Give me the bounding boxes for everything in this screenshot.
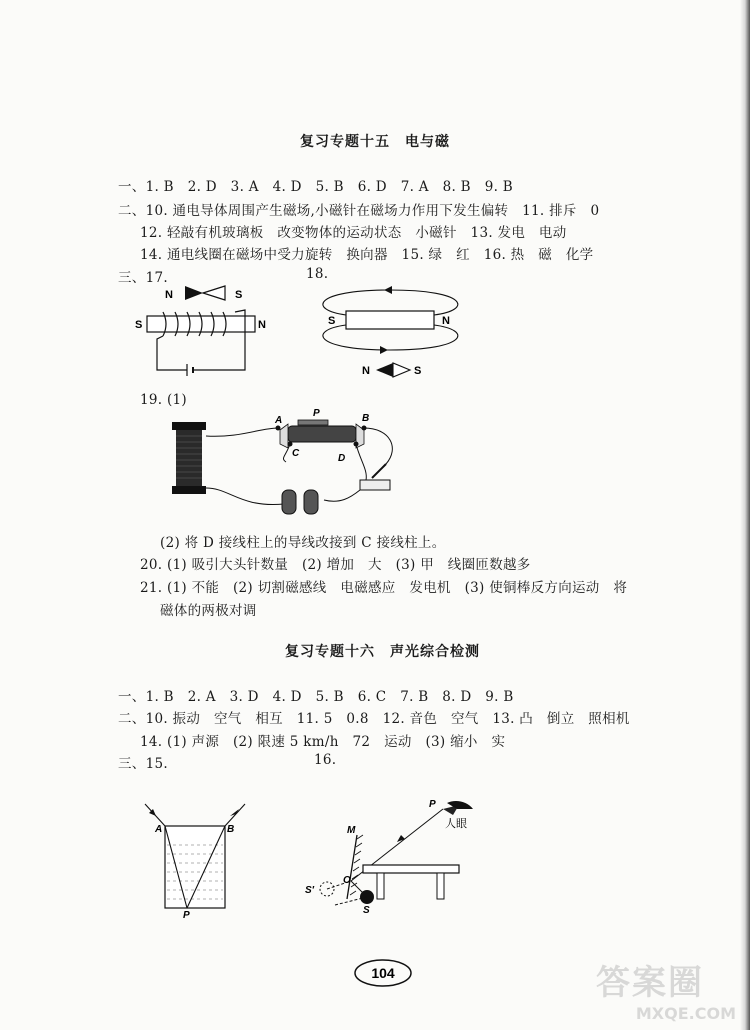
answer-line: 磁体的两极对调 xyxy=(160,603,257,619)
page-edge xyxy=(740,0,750,1030)
answer-line: 21. (1) 不能 (2) 切割磁感线 电磁感应 发电机 (3) 使铜棒反方向运动 将 xyxy=(140,580,628,596)
fig16-point-s-prime: S′ xyxy=(305,885,315,896)
fig19-terminal-b: B xyxy=(362,413,370,424)
answer-line: 三、17. xyxy=(118,270,168,286)
answer-line: 16. xyxy=(314,752,337,768)
answer-line: 19. (1) xyxy=(140,392,187,408)
figure-19-circuit xyxy=(160,408,400,523)
fig18-magnet-s: S xyxy=(328,315,336,327)
answer-line: 14. (1) 声源 (2) 限速 5 km/h 72 运动 (3) 缩小 实 xyxy=(140,734,506,750)
watermark-url: MXQE.COM xyxy=(635,1004,736,1023)
fig19-terminal-d: D xyxy=(338,453,346,464)
answer-line: 12. 轻敲有机玻璃板 改变物体的运动状态 小磁针 13. 发电 电动 xyxy=(140,225,567,241)
fig17-core-n: N xyxy=(258,319,266,331)
fig17-needle-n: N xyxy=(165,289,173,301)
page-number-badge xyxy=(353,958,413,988)
answer-line: 20. (1) 吸引大头针数量 (2) 增加 大 (3) 甲 线圈匝数越多 xyxy=(140,557,531,573)
figure-18-bar-magnet-field xyxy=(318,290,478,390)
fig19-terminal-c: C xyxy=(292,448,300,459)
fig18-needle-s: S xyxy=(414,365,422,377)
fig15-point-b: B xyxy=(227,824,235,835)
answer-line: 一、1. B 2. D 3. A 4. D 5. B 6. D 7. A 8. B 9. B xyxy=(118,179,513,195)
section-16-title: 复习专题十六 声光综合检测 xyxy=(285,644,480,660)
section-15-title: 复习专题十五 电与磁 xyxy=(300,134,450,150)
fig15-point-a: A xyxy=(155,824,163,835)
fig18-magnet-n: N xyxy=(442,315,450,327)
fig15-point-p: P xyxy=(183,910,190,921)
fig16-mirror-m: M xyxy=(347,825,356,836)
fig16-point-s: S xyxy=(363,905,370,916)
fig16-eye-label: 人眼 xyxy=(445,818,467,830)
fig19-slider-p: P xyxy=(313,408,320,419)
fig18-needle-n: N xyxy=(362,365,370,377)
fig17-core-s: S xyxy=(135,319,143,331)
watermark xyxy=(596,955,744,1023)
fig16-point-o: O xyxy=(343,875,351,886)
fig16-point-p: P xyxy=(429,799,436,810)
watermark-logo-text: 答案圈 xyxy=(596,963,704,1003)
figure-15-refraction-tank xyxy=(140,800,250,920)
page-number: 104 xyxy=(371,965,395,981)
fig17-needle-s: S xyxy=(235,289,243,301)
answer-line: 二、10. 通电导体周围产生磁场,小磁针在磁场力作用下发生偏转 11. 排斥 0 xyxy=(118,203,600,219)
figure-17-electromagnet xyxy=(135,282,285,387)
figure-16-mirror-reflection xyxy=(305,795,480,920)
answer-line: 三、15. xyxy=(118,756,168,772)
answer-line: 18. xyxy=(306,266,329,282)
answer-line: (2) 将 D 接线柱上的导线改接到 C 接线柱上。 xyxy=(160,535,446,551)
answer-line: 14. 通电线圈在磁场中受力旋转 换向器 15. 绿 红 16. 热 磁 化学 xyxy=(140,247,594,263)
answer-line: 一、1. B 2. A 3. D 4. D 5. B 6. C 7. B 8. D 9. B xyxy=(118,689,514,705)
answer-line: 二、10. 振动 空气 相互 11. 5 0.8 12. 音色 空气 13. 凸 倒立 照相机 xyxy=(118,711,630,727)
fig19-terminal-a: A xyxy=(275,415,283,426)
